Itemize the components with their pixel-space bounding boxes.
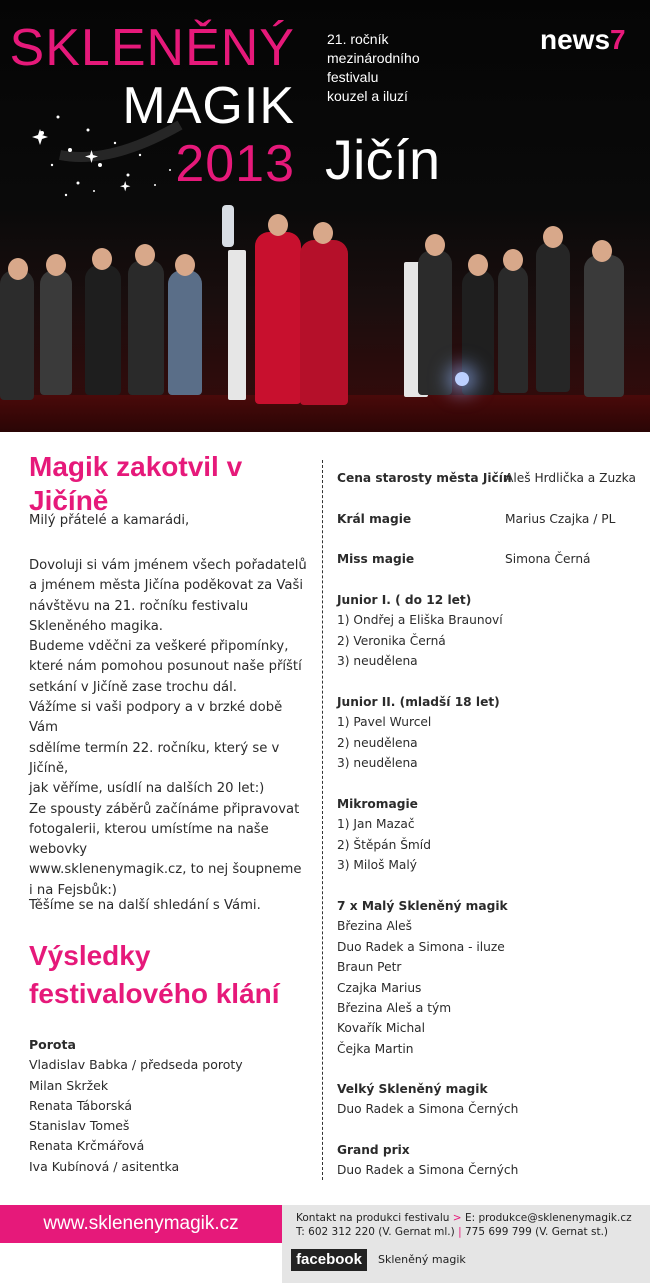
logo-line-2: MAGIK <box>122 77 295 135</box>
jury-member: Renata Táborská <box>29 1097 133 1113</box>
category-title: Junior I. ( do 12 let) <box>337 593 472 607</box>
performer-head <box>135 244 155 266</box>
category-item: Duo Radek a Simona Černých <box>337 1102 519 1117</box>
jury-member: Milan Skržek <box>29 1077 109 1093</box>
contact-label: Kontakt na produkci festivalu <box>296 1212 450 1224</box>
festival-info-line: kouzel a iluzí <box>327 88 408 104</box>
magician-head <box>268 214 288 236</box>
category-junior-2 <box>337 692 500 774</box>
news7-logo[interactable] <box>540 24 626 56</box>
banner-stand <box>228 250 246 400</box>
category-title: Mikromagie <box>337 797 418 811</box>
category-item: Braun Petr <box>337 960 402 975</box>
stage-light <box>455 372 469 386</box>
arrow-icon: > <box>452 1212 462 1224</box>
performer-figure <box>40 270 72 395</box>
news7-number: 7 <box>610 24 626 55</box>
city-name: Jičín <box>325 128 441 191</box>
news7-text: news <box>540 24 611 55</box>
category-item: Duo Radek a Simona Černých <box>337 1163 519 1178</box>
performer-figure <box>536 242 570 392</box>
category-item: 3) neudělena <box>337 756 418 771</box>
award-winner: Simona Černá <box>505 552 591 566</box>
category-item: Čejka Martin <box>337 1041 414 1056</box>
results-title: Výsledky festivalového klání <box>29 940 280 1009</box>
performer-figure <box>85 265 121 395</box>
category-item: Březina Aleš <box>337 919 413 934</box>
category-item: 3) Miloš Malý <box>337 858 417 873</box>
contact-phone-1: T: 602 312 220 (V. Gernat ml.) <box>296 1226 455 1238</box>
column-divider <box>322 460 323 1180</box>
category-mikromagie <box>337 794 431 876</box>
performer-figure <box>418 250 452 395</box>
letter-greeting: Milý přátelé a kamarádi, <box>29 513 190 528</box>
festival-logo <box>9 19 295 202</box>
letter-title: Magik zakotvil v Jičíně <box>29 451 243 516</box>
performer-figure <box>168 270 202 395</box>
award-winner: Aleš Hrdlička a Zuzka <box>505 471 636 485</box>
letter-closing: Těšíme se na další shledání s Vámi. <box>29 898 261 913</box>
award-name: Miss magie <box>337 552 415 566</box>
award-name: Cena starosty města Jičín <box>337 471 512 485</box>
category-item: Kovařík Michal <box>337 1021 426 1036</box>
hero-banner <box>0 0 650 432</box>
performer-figure <box>584 255 624 397</box>
performer-head <box>592 240 612 262</box>
performer-head <box>46 254 66 276</box>
contact-line-2 <box>296 1225 632 1239</box>
jury-member: Iva Kubínová / asitentka <box>29 1158 180 1174</box>
performer-head <box>92 248 112 270</box>
performer-head <box>425 234 445 256</box>
festival-info-line: mezinárodního <box>327 50 420 66</box>
jury-member: Renata Krčmářová <box>29 1138 145 1154</box>
category-item: 2) neudělena <box>337 735 418 750</box>
jury-title: Porota <box>29 1037 76 1052</box>
facebook-logo-button[interactable]: facebook <box>291 1249 367 1271</box>
category-maly-magik <box>337 896 508 1059</box>
category-item: 2) Štěpán Šmíd <box>337 837 431 852</box>
festival-info <box>327 30 420 106</box>
category-title: Junior II. (mladší 18 let) <box>337 695 500 709</box>
performer-figure <box>128 260 164 395</box>
award-winner: Marius Czajka / PL <box>505 512 616 526</box>
separator: | <box>458 1226 462 1238</box>
performer-figure <box>498 265 528 393</box>
facebook-page-name[interactable]: Skleněný magik <box>378 1253 466 1266</box>
logo-line-3: 2013 <box>175 135 295 193</box>
category-item: Březina Aleš a tým <box>337 1001 452 1016</box>
magician-figure <box>255 232 301 404</box>
logo-line-1: SKLENĚNÝ <box>9 19 295 77</box>
contact-line-1 <box>296 1211 632 1225</box>
category-item: 1) Jan Mazač <box>337 817 415 832</box>
performer-head <box>503 249 523 271</box>
category-item: 3) neudělena <box>337 654 418 669</box>
category-item: 2) Veronika Černá <box>337 633 446 648</box>
performer-head <box>468 254 488 276</box>
category-title: 7 x Malý Skleněný magik <box>337 899 508 913</box>
category-junior-1 <box>337 590 503 672</box>
category-item: Duo Radek a Simona - iluze <box>337 939 505 954</box>
category-item: 1) Pavel Wurcel <box>337 715 432 730</box>
performer-figure <box>0 270 34 400</box>
festival-info-line: festivalu <box>327 69 379 85</box>
jury-member: Stanislav Tomeš <box>29 1118 130 1134</box>
category-item: 1) Ondřej a Eliška Braunoví <box>337 613 503 628</box>
jury-list <box>29 1035 243 1177</box>
performer-head <box>543 226 563 248</box>
performer-head <box>8 258 28 280</box>
category-item: Czajka Marius <box>337 980 422 995</box>
category-velky-magik <box>337 1079 518 1120</box>
festival-info-line: 21. ročník <box>327 31 389 47</box>
trophy <box>222 205 234 247</box>
contact-phone-2: 775 699 799 (V. Gernat st.) <box>464 1226 609 1238</box>
assistant-figure <box>300 240 348 405</box>
category-title: Grand prix <box>337 1143 410 1157</box>
category-grand-prix <box>337 1140 518 1181</box>
letter-body: Dovoluji si vám jménem všech pořadatelů a jménem města Jičína poděkovat za Vaši návštěvu na 21. ročníku festivalu Skleněného magika. Budeme vděčni za veškeré připomínky, které nám pomohou posunout naše příští setkání v Jičíně zase trochu dál. Vážíme si vaši podpory a v brzké době Vám sdělíme termín 22. ročníku, který se v Jičíně, jak věříme, usídlí na dalších 20 let:) Ze spousty záběrů začínáme připravovat fotogalerii, kterou umístíme na naše webovky www.sklenenymagik.cz, to nej šoupneme i na Fejsbůk:) <box>29 558 307 898</box>
category-title: Velký Skleněný magik <box>337 1082 488 1096</box>
jury-member: Vladislav Babka / předseda poroty <box>29 1057 243 1073</box>
assistant-head <box>313 222 333 244</box>
award-name: Král magie <box>337 512 412 526</box>
contact-email[interactable]: E: produkce@sklenenymagik.cz <box>464 1212 632 1224</box>
letter-column <box>29 450 314 1174</box>
performer-head <box>175 254 195 276</box>
contact-info <box>296 1211 632 1239</box>
website-link[interactable]: www.sklenenymagik.cz <box>43 1213 239 1234</box>
